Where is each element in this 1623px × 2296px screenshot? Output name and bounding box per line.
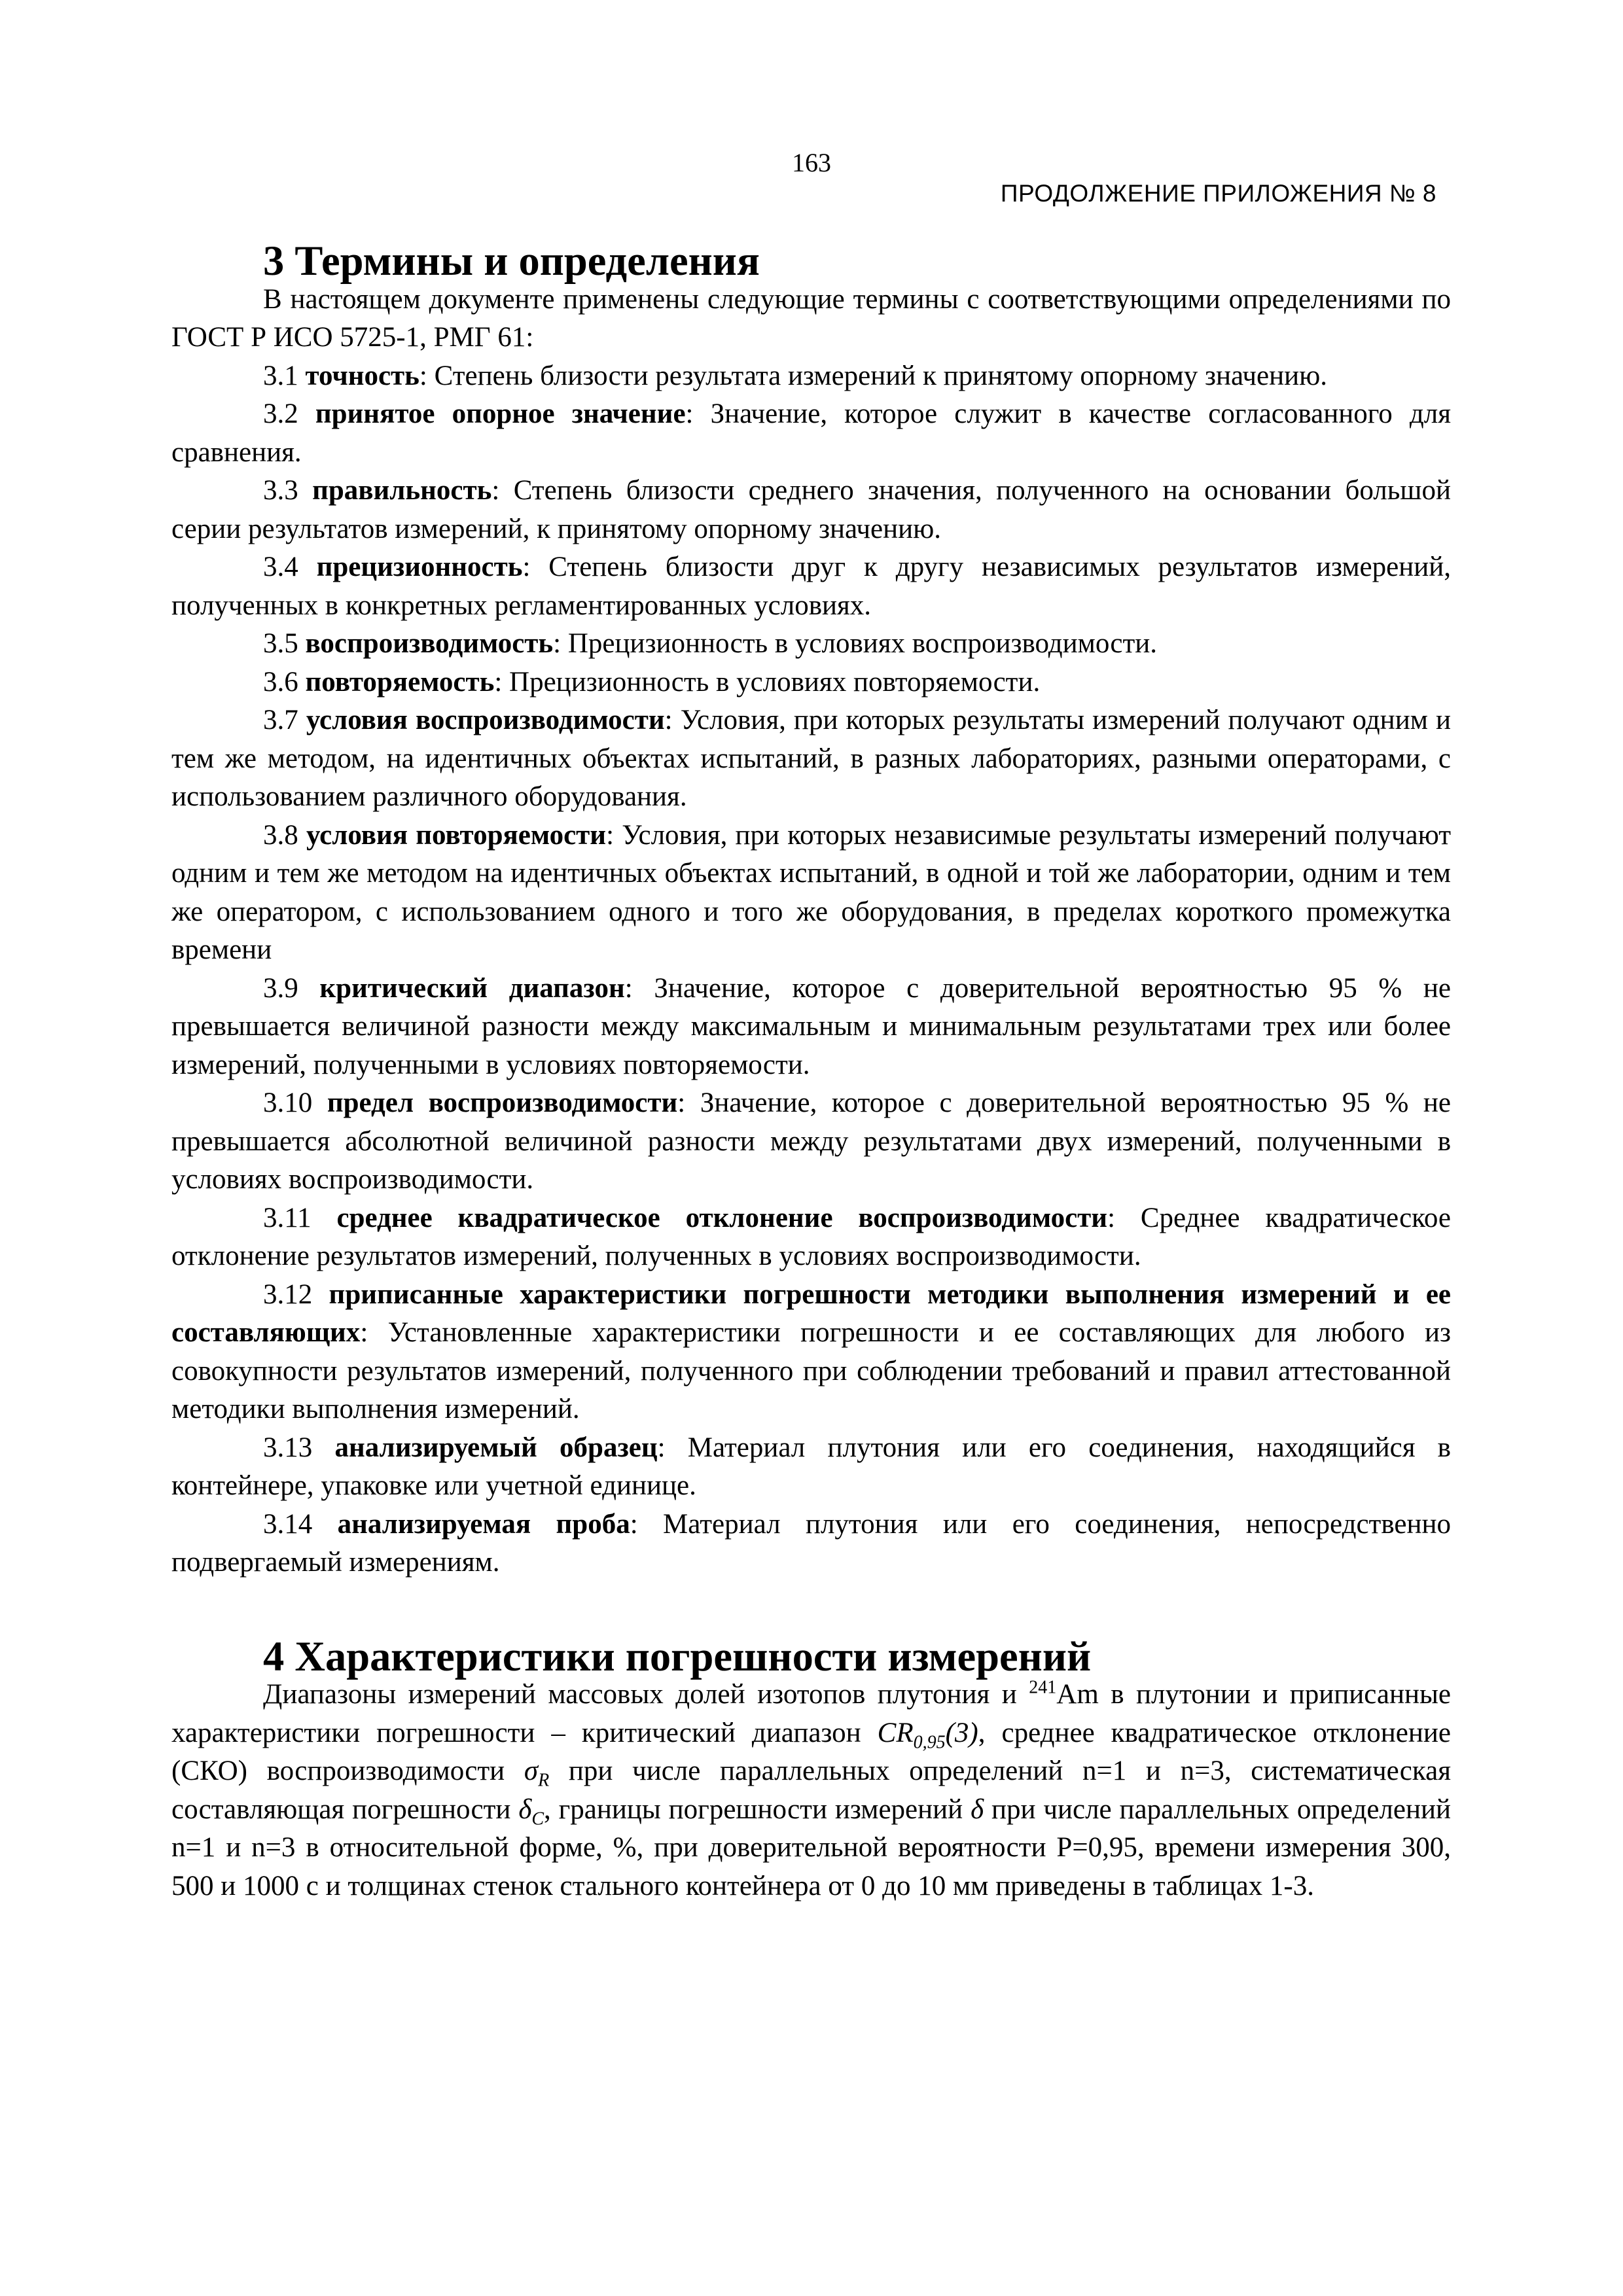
term-item (171, 395, 1451, 472)
text-run: при числе параллельных определений n=1 и n=3, систематическая составляющая погрешности (171, 1756, 1451, 1825)
term-name: приписанные характеристики погрешности методики выполнения измерений и ее составляющих (171, 1279, 1452, 1348)
term-item (171, 472, 1451, 548)
term-definition: : Материал плутония или его соединения, непосредственно подвергаемый измерениям. (171, 1508, 1451, 1578)
term-number: 3.3 (263, 475, 298, 506)
term-name: предел воспроизводимости (327, 1087, 678, 1118)
critical-range-symbol (877, 1717, 978, 1753)
term-number: 3.6 (263, 666, 298, 698)
section-4-heading: 4 Характеристики погрешности измерений (263, 1633, 1092, 1680)
sigma-r-symbol (524, 1756, 550, 1791)
term-definition: : Прецизионность в условиях повторяемости. (494, 666, 1041, 698)
term-number: 3.10 (263, 1087, 313, 1118)
term-item (171, 625, 1451, 663)
term-definition: : Среднее квадратическое отклонение результатов измерений, полученных в условиях воспроизводимости. (171, 1202, 1451, 1271)
term-item (171, 663, 1451, 702)
cr-subscript: 0,95 (913, 1732, 946, 1753)
term-item (171, 1084, 1451, 1199)
term-name: прецизионность (316, 552, 523, 582)
term-number: 3.1 (263, 360, 298, 391)
cr-tail: (3) (945, 1717, 978, 1748)
term-number: 3.4 (263, 552, 298, 582)
delta-c-subscript: C (531, 1809, 544, 1829)
term-name: повторяемость (305, 666, 495, 698)
text-run: , среднее квадратическое отклонение (СКО) воспроизводимости (171, 1717, 1451, 1786)
term-name: среднее квадратическое отклонение воспроизводимости (336, 1202, 1108, 1233)
term-definition: : Установленные характеристики погрешности и ее составляющих для любого из совокупности результатов измерений, полученного при соблюдении требований и правил аттестованной методики выполнения измерений. (171, 1317, 1451, 1424)
term-definition: : Условия, при которых независимые результаты измерений получают одним и тем же методом на идентичных объектах испытаний, в одной и той же лаборатории, одним и тем же оператором, с использованием одного и того же оборудования, в пределах короткого промежутка времени (171, 819, 1451, 965)
sigma-symbol: σ (524, 1756, 539, 1786)
text-run: Диапазоны измерений массовых долей изотопов плутония и (263, 1679, 1029, 1710)
text-run: , границы погрешности измерений (544, 1793, 971, 1825)
term-name: анализируемый образец (334, 1432, 658, 1463)
term-item (171, 701, 1451, 817)
term-definition: : Значение, которое служит в качестве согласованного для сравнения. (171, 398, 1451, 468)
term-definition: : Материал плутония или его соединения, находящийся в контейнере, упаковке или учетной единице. (171, 1432, 1451, 1501)
section-4-paragraph (171, 1676, 1451, 1905)
text-run: Am в плутонии и приписанные характеристики погрешности – критический диапазон (171, 1679, 1451, 1748)
term-name: условия повторяемости (306, 819, 607, 851)
term-number: 3.9 (263, 972, 298, 1004)
term-item (171, 1506, 1451, 1582)
page-number: 163 (792, 148, 831, 177)
term-number: 3.13 (263, 1432, 313, 1463)
term-name: воспроизводимость (305, 628, 554, 659)
term-number: 3.14 (263, 1508, 313, 1540)
term-name: точность (305, 360, 419, 391)
term-item (171, 357, 1451, 396)
term-definition: : Прецизионность в условиях воспроизводимости. (553, 628, 1158, 659)
term-number: 3.8 (263, 819, 298, 851)
term-definition: : Значение, которое с доверительной вероятностью 95 % не превышается абсолютной величиной разности между результатами двух измерений, полученными в условиях воспроизводимости. (171, 1087, 1451, 1195)
term-definition: : Степень близости друг к другу независимых результатов измерений, полученных в конкретных регламентированных условиях. (171, 552, 1452, 621)
term-number: 3.5 (263, 628, 298, 659)
delta-symbol: δ (971, 1793, 984, 1825)
term-definition: : Условия, при которых результаты измерений получают одним и тем же методом, на идентичных объектах испытаний, в разных лабораториях, разными операторами, с использованием различного оборудования. (171, 705, 1451, 812)
document-body (171, 238, 1452, 1905)
delta-symbol: δ (518, 1793, 532, 1825)
term-name: правильность (312, 475, 492, 506)
terms-list (171, 357, 1451, 1582)
term-item (171, 1276, 1451, 1429)
term-item (171, 548, 1451, 625)
term-name: принятое опорное значение (315, 398, 686, 429)
term-name: критический диапазон (319, 972, 625, 1004)
term-item (171, 817, 1451, 970)
text-run: при числе параллельных определений n=1 и n=3 в относительной форме, %, при доверительной вероятности P=0,95, времени измерения 300, 500 и 1000 с и толщинах стенок стального контейнера от 0 до 10 мм приведены в таблицах 1-3. (171, 1793, 1451, 1901)
term-definition: : Степень близости результата измерений к принятому опорному значению. (419, 360, 1327, 391)
term-name: условия воспроизводимости (306, 705, 665, 735)
term-definition: : Степень близости среднего значения, полученного на основании большой серии результатов измерений, к принятому опорному значению. (171, 475, 1451, 544)
term-number: 3.11 (263, 1202, 312, 1233)
am-mass-number: 241 (1029, 1677, 1057, 1698)
term-number: 3.2 (263, 398, 298, 429)
delta-c-symbol (518, 1793, 544, 1829)
term-number: 3.12 (263, 1279, 313, 1310)
appendix-continuation-label: ПРОДОЛЖЕНИЕ ПРИЛОЖЕНИЯ № 8 (1000, 180, 1436, 207)
term-item (171, 1429, 1451, 1506)
sigma-subscript: R (538, 1770, 550, 1791)
section-3-intro: В настоящем документе применены следующие термины с соответствующими определениями по ГОСТ Р ИСО 5725-1, РМГ 61: (171, 283, 1451, 353)
term-number: 3.7 (263, 705, 298, 735)
cr-symbol: CR (877, 1717, 914, 1748)
term-item (171, 970, 1451, 1085)
term-name: анализируемая проба (337, 1508, 630, 1540)
term-definition: : Значение, которое с доверительной вероятностью 95 % не превышается величиной разности между максимальным и минимальным результатами трех или более измерений, полученными в условиях повторяемости. (171, 972, 1451, 1080)
term-item (171, 1199, 1451, 1276)
section-3-heading: 3 Термины и определения (263, 238, 760, 284)
